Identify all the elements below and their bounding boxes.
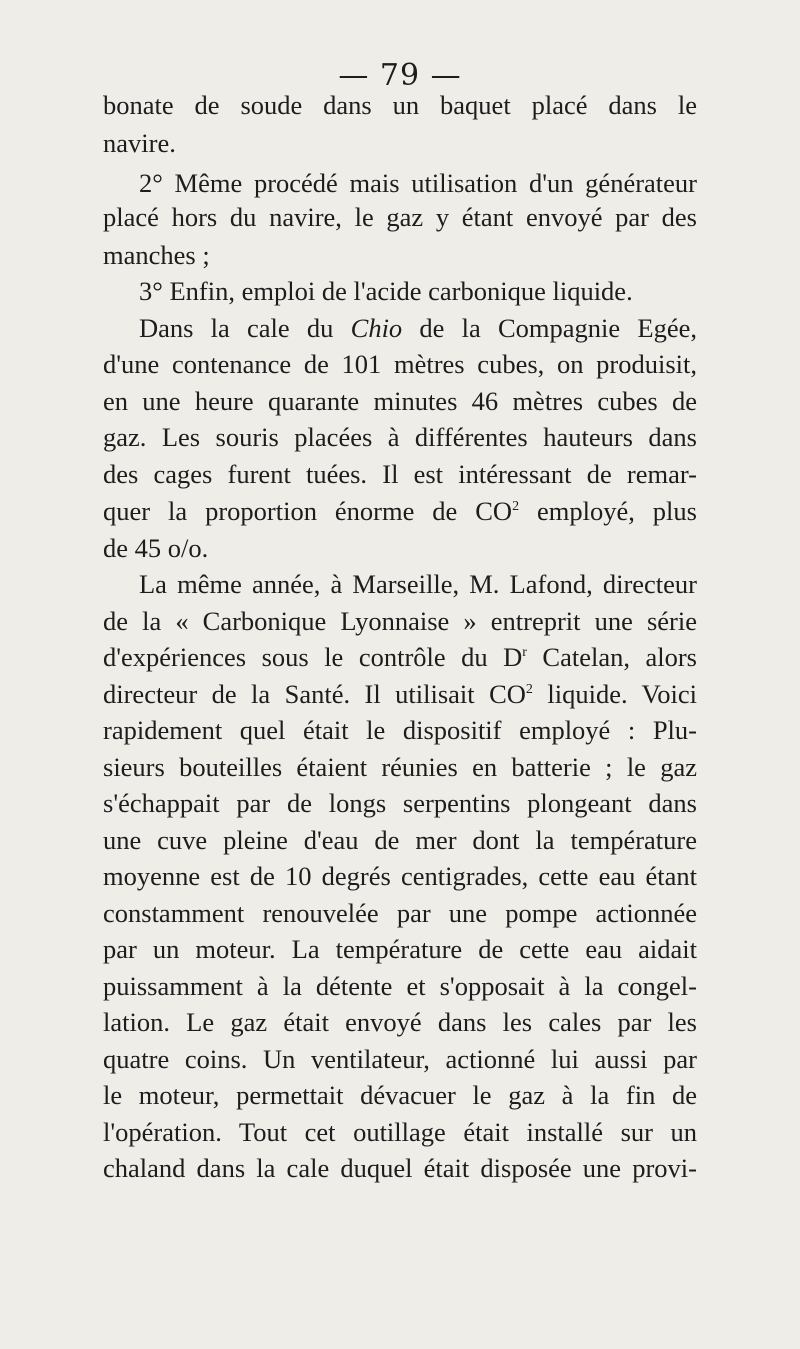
text-span: le moteur, permettait dévacuer le gaz à la fin de [103,1080,697,1110]
text-span: rapidement quel était le dispositif employé : Plu- [103,715,697,745]
text-span: de la « Carbonique Lyonnaise » entreprit une série [103,606,697,636]
text-line [103,750,697,784]
text-line [103,677,697,711]
text-line [103,859,697,893]
text-line [103,457,697,491]
text-span: manches ; [103,240,210,270]
text-line [103,1151,697,1185]
text-span: moyenne est de 10 degrés centigrades, cette eau étant [103,861,697,891]
text-line [103,347,697,381]
text-line [103,640,697,674]
text-line [103,126,697,160]
text-line [103,200,697,234]
text-line [139,567,697,601]
italic-ship-name: Chio [350,313,403,343]
text-span: placé hors du navire, le gaz y étant envoyé par des [103,202,697,232]
text-span: s'échappait par de longs serpentins plongeant dans [103,788,697,818]
text-line [139,274,697,308]
text-line [139,311,697,345]
text-line [103,1005,697,1039]
text-span: La même année, à Marseille, M. Lafond, directeur [139,569,697,599]
text-span: de la Compagnie Egée, [402,313,697,343]
text-span: lation. Le gaz était envoyé dans les cales par les [103,1007,697,1037]
text-line [103,531,697,565]
text-span: 3° Enfin, emploi de l'acide carbonique liquide. [139,276,633,306]
text-line [103,238,697,272]
text-span: l'opération. Tout cet outillage était installé sur un [103,1117,697,1147]
text-line [103,604,697,638]
text-line [103,969,697,1003]
text-span: d'expériences sous le contrôle du D [103,642,523,672]
text-span: directeur de la Santé. Il utilisait CO [103,679,526,709]
text-span: de 45 o/o. [103,533,209,563]
text-span: d'une contenance de 101 mètres cubes, on produisit, [103,349,697,379]
text-span: navire. [103,128,176,158]
text-span: Catelan, alors [526,642,697,672]
text-span: par un moteur. La température de cette eau aidait [103,934,697,964]
page-number: — 79 — [338,58,462,93]
superscript: r [522,645,527,660]
text-span: une cuve pleine d'eau de mer dont la température [103,825,697,855]
text-span: quatre coins. Un ventilateur, actionné lui aussi par [103,1044,697,1074]
text-line [103,932,697,966]
text-line [139,166,697,200]
text-span: puissamment à la détente et s'opposait à la congel- [103,971,697,1001]
text-line [103,713,697,747]
text-line [103,823,697,857]
text-span: chaland dans la cale duquel était disposée une provi- [103,1153,697,1183]
superscript: 2 [525,682,533,697]
text-span: quer la proportion énorme de CO [103,496,513,526]
text-line [103,88,697,122]
text-span: sieurs bouteilles étaient réunies en batterie ; le gaz [103,752,697,782]
text-line [103,384,697,418]
text-line [103,1042,697,1076]
text-span: en une heure quarante minutes 46 mètres cubes de [103,386,697,416]
text-line [103,1115,697,1149]
text-span: gaz. Les souris placées à différentes hauteurs dans [103,422,697,452]
text-line [103,1078,697,1112]
text-span: liquide. Voici [532,679,697,709]
text-span: bonate de soude dans un baquet placé dans le [103,90,697,120]
text-span: Dans la cale du [139,313,351,343]
text-span: employé, plus [519,496,697,526]
text-line [103,896,697,930]
text-line [103,420,697,454]
text-span: des cages furent tuées. Il est intéressant de remar- [103,459,697,489]
text-line [103,786,697,820]
text-span: 2° Même procédé mais utilisation d'un générateur [139,168,697,198]
text-span: constamment renouvelée par une pompe actionnée [103,898,697,928]
superscript: 2 [512,499,520,514]
text-line [103,494,697,528]
